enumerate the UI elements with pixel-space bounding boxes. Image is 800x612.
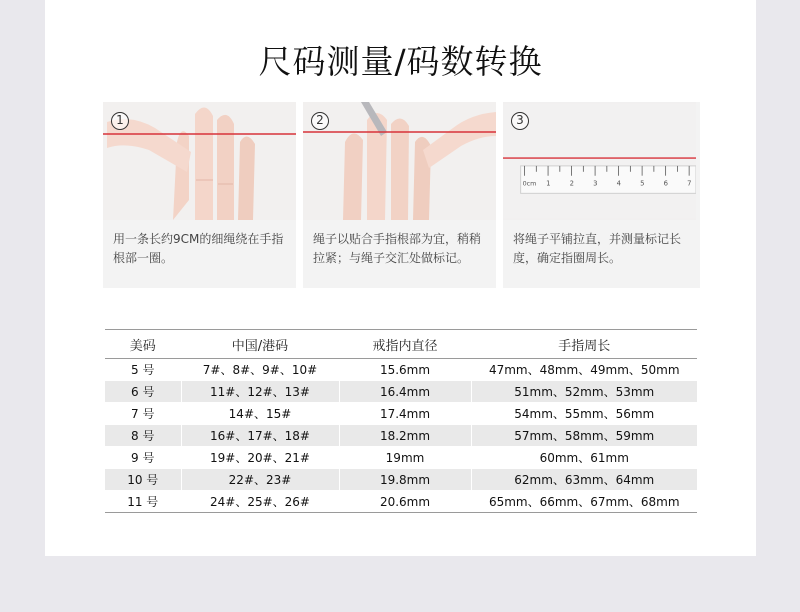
cell-cn-hk-size: 24#、25#、26#	[181, 491, 339, 513]
step-2-panel	[303, 102, 496, 288]
cell-us-size: 8 号	[105, 425, 181, 447]
cell-us-size: 10 号	[105, 469, 181, 491]
svg-text:6: 6	[663, 179, 669, 188]
cell-inner-diameter: 16.4mm	[339, 381, 471, 403]
cell-inner-diameter: 17.4mm	[339, 403, 471, 425]
cell-finger-circumference: 47mm、48mm、49mm、50mm	[471, 359, 697, 381]
table-row	[105, 447, 697, 469]
header-us-size: 美码	[105, 330, 181, 359]
cell-finger-circumference: 65mm、66mm、67mm、68mm	[471, 491, 697, 513]
step-3-text: 将绳子平铺拉直，并测量标记长度，确定指圈周长。	[513, 232, 682, 265]
cell-finger-circumference: 51mm、52mm、53mm	[471, 381, 697, 403]
cell-finger-circumference: 60mm、61mm	[471, 447, 697, 469]
table-row	[105, 469, 697, 491]
svg-text:5: 5	[640, 179, 645, 188]
cell-us-size: 6 号	[105, 381, 181, 403]
header-cn-hk-size: 中国/港码	[181, 330, 339, 359]
cell-finger-circumference: 57mm、58mm、59mm	[471, 425, 697, 447]
step-number-badge: 2	[311, 112, 329, 130]
table-row	[105, 381, 697, 403]
cell-inner-diameter: 19mm	[339, 447, 471, 469]
cell-cn-hk-size: 11#、12#、13#	[181, 381, 339, 403]
step-number-badge: 1	[111, 112, 129, 130]
step-2-text: 绳子以贴合手指根部为宜，稍稍拉紧；与绳子交汇处做标记。	[313, 232, 482, 265]
cell-finger-circumference: 62mm、63mm、64mm	[471, 469, 697, 491]
cell-us-size: 7 号	[105, 403, 181, 425]
cell-cn-hk-size: 22#、23#	[181, 469, 339, 491]
cell-inner-diameter: 20.6mm	[339, 491, 471, 513]
step-1-panel	[103, 102, 296, 288]
cell-us-size: 5 号	[105, 359, 181, 381]
cell-cn-hk-size: 14#、15#	[181, 403, 339, 425]
cell-inner-diameter: 19.8mm	[339, 469, 471, 491]
header-inner-diameter: 戒指内直径	[339, 330, 471, 359]
step-2-hand-illustration	[303, 102, 496, 220]
page-title: 尺码测量/码数转换	[258, 42, 543, 81]
table-row	[105, 491, 697, 513]
measurement-steps	[103, 102, 700, 288]
svg-text:7: 7	[687, 179, 692, 188]
svg-text:1: 1	[546, 179, 551, 188]
table-row	[105, 403, 697, 425]
cell-cn-hk-size: 7#、8#、9#、10#	[181, 359, 339, 381]
header-finger-circumference: 手指周长	[471, 330, 697, 359]
table-row	[105, 359, 697, 381]
cell-inner-diameter: 18.2mm	[339, 425, 471, 447]
svg-text:0cm: 0cm	[522, 180, 537, 188]
step-3-ruler-illustration	[503, 102, 696, 220]
svg-text:3: 3	[593, 179, 598, 188]
table-row	[105, 425, 697, 447]
cell-us-size: 11 号	[105, 491, 181, 513]
step-number-badge: 3	[511, 112, 529, 130]
step-1-hand-illustration	[103, 102, 296, 220]
cell-finger-circumference: 54mm、55mm、56mm	[471, 403, 697, 425]
cell-cn-hk-size: 16#、17#、18#	[181, 425, 339, 447]
step-1-text: 用一条长约9CM的细绳绕在手指根部一圈。	[113, 232, 284, 265]
table-header-row	[105, 330, 697, 359]
svg-text:4: 4	[616, 179, 622, 188]
step-3-panel	[503, 102, 700, 288]
cell-cn-hk-size: 19#、20#、21#	[181, 447, 339, 469]
cell-inner-diameter: 15.6mm	[339, 359, 471, 381]
svg-text:2: 2	[569, 179, 574, 188]
content-card	[45, 0, 756, 556]
cell-us-size: 9 号	[105, 447, 181, 469]
size-conversion-table	[105, 329, 697, 513]
